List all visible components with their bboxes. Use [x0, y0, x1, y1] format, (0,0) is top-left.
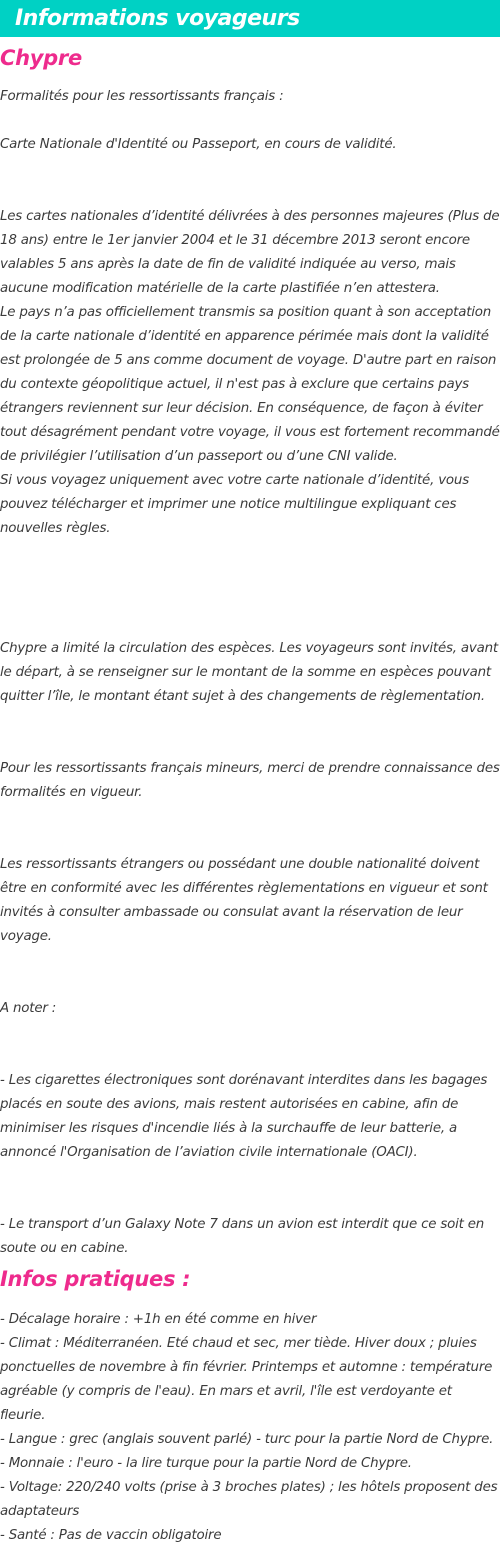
cni-paragraph-3: Si vous voyagez uniquement avec votre carte nationale d’identité, vous pouvez télécharger et imprimer une notice multilingue expliquant ces nouvelles règles. [0, 473, 469, 536]
a-noter-label: A noter : [0, 1001, 57, 1016]
documents-requis: Carte Nationale d'Identité ou Passeport, en cours de validité. [0, 137, 397, 152]
info-langue: - Langue : grec (anglais souvent parlé) - turc pour la partie Nord de Chypre. [0, 1432, 494, 1447]
banner-title: Informations voyageurs [15, 6, 300, 31]
infos-pratiques-list [0, 1308, 500, 1548]
info-decalage-horaire: - Décalage horaire : +1h en été comme en hiver [0, 1312, 317, 1327]
info-sante: - Santé : Pas de vaccin obligatoire [0, 1528, 222, 1543]
mineurs-paragraph: Pour les ressortissants français mineurs, merci de prendre connaissance des formalités en vigueur. [0, 761, 500, 800]
cigarettes-note: - Les cigarettes électroniques sont dorénavant interdites dans les bagages placés en soute des avions, mais restent autorisées en cabine, afin de minimiser les risques d'incendie liés à la surchauffe de leur batterie, a annoncé l'Organisation de l’aviation civile internationale (OACI). [0, 1073, 488, 1160]
cni-paragraph-1: Les cartes nationales d’identité délivrées à des personnes majeures (Plus de 18 ans) entre le 1er janvier 2004 et le 31 décembre 2013 seront encore valables 5 ans après la date de fin de validité indiquée au verso, mais aucune modification matérielle de la carte plastifiée n’en attestera. [0, 209, 500, 296]
info-monnaie: - Monnaie : l'euro - la lire turque pour la partie Nord de Chypre. [0, 1456, 412, 1471]
etrangers-paragraph: Les ressortissants étrangers ou possédant une double nationalité doivent être en conformité avec les différentes règlementations en vigueur et sont invités à consulter ambassade ou consulat avant la réservation de leur voyage. [0, 857, 488, 944]
country-title: Chypre [0, 46, 82, 70]
infos-pratiques-title: Infos pratiques : [0, 1267, 191, 1291]
header-banner [0, 0, 500, 37]
cni-paragraph-2: Le pays n’a pas officiellement transmis sa position quant à son acceptation de la carte nationale d’identité en apparence périmée mais dont la validité est prolongée de 5 ans comme document de voyage. D'autre part en raison du contexte géopolitique actuel, il n'est pas à exclure que certains pays étrangers reviennent sur leur décision. En conséquence, de façon à éviter tout désagrément pendant votre voyage, il vous est fortement recommandé de privilégier l’utilisation d’un passeport ou d’une CNI valide. [0, 305, 500, 464]
info-voltage: - Voltage: 220/240 volts (prise à 3 broches plates) ; les hôtels proposent des adaptateurs [0, 1480, 498, 1519]
especes-paragraph: Chypre a limité la circulation des espèces. Les voyageurs sont invités, avant le départ, à se renseigner sur le montant de la somme en espèces pouvant quitter l’île, le montant étant sujet à des changements de règlementation. [0, 641, 498, 704]
galaxy-note: - Le transport d’un Galaxy Note 7 dans un avion est interdit que ce soit en soute ou en cabine. [0, 1217, 485, 1256]
formalites-intro: Formalités pour les ressortissants français : [0, 89, 284, 104]
formalites-section [0, 85, 500, 1261]
info-climat: - Climat : Méditerranéen. Eté chaud et sec, mer tiède. Hiver doux ; pluies ponctuelles de novembre à fin février. Printemps et automne : température agréable (y compris de l'eau). En mars et avril, l'île est verdoyante et fleurie. [0, 1336, 493, 1423]
